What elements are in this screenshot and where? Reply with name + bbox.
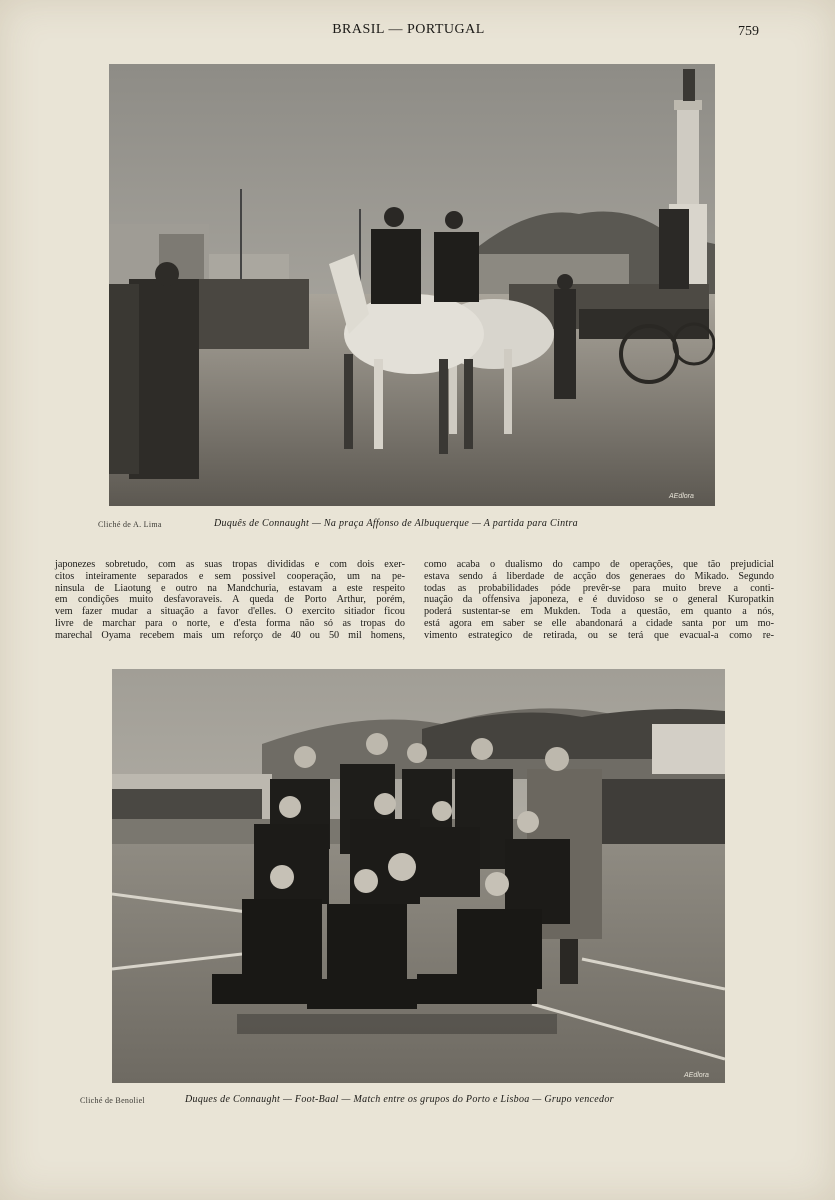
- article-line: nuação da offensiva japoneza, e é duvidoso se o general Kuropatkin: [424, 594, 774, 606]
- article-line: em condições muito desfavoraveis. A queda de Porto Arthur, porém,: [55, 594, 405, 606]
- article-line: japonezes sobretudo, com as suas tropas divididas e com dois exer-: [55, 559, 405, 570]
- running-head: BRASIL — PORTUGAL: [332, 22, 485, 37]
- page-number: 759: [738, 24, 759, 39]
- article-line: como acaba o dualismo do campo de operações, que tão prejudicial: [424, 559, 774, 570]
- photo-top-illustration: [109, 64, 715, 506]
- caption-bottom: Duques de Connaught — Foot-Baal — Match entre os grupos do Porto e Lisboa — Grupo vencedor: [185, 1094, 614, 1105]
- photo-bottom-illustration: [112, 669, 725, 1083]
- photo-praca-albuquerque: [109, 64, 715, 506]
- caption-top: Duquês de Connaught — Na praça Affonso de Albuquerque — A partida para Cintra: [214, 518, 578, 529]
- article-line: poderá sustentar-se em Mukden. Toda a questão, em quanto a nós,: [424, 606, 774, 618]
- engraver-signature-bottom: AEdlora: [684, 1072, 709, 1079]
- article-column-left: [55, 559, 405, 642]
- photo-football-team: [112, 669, 725, 1083]
- article-line: marechal Oyama recebem mais um reforço de 40 ou 50 mil homens,: [55, 629, 405, 641]
- article-line: está agora em saber se elle abandonará a cidade santa por um mo-: [424, 617, 774, 629]
- article-line: vimento estrategico de retirada, ou se terá que evacual-a como re-: [424, 629, 774, 641]
- article-line: estava sendo á liberdade de acção dos generaes do Mikado. Segundo: [424, 570, 774, 582]
- engraver-signature-top: AEdlora: [669, 493, 694, 500]
- article-line: todas as probabilidades póde prevêr-se para muito breve a conti-: [424, 582, 774, 594]
- photo-credit-top: Cliché de A. Lima: [98, 520, 162, 529]
- article-column-right: [424, 559, 774, 642]
- article-line: ninsula de Liaotung e outro na Mandchuria, estavam a este respeito: [55, 582, 405, 594]
- article-line: livre de marchar para o norte, e d'esta forma não só as tropas do: [55, 617, 405, 629]
- article-line: vem fazer mudar a situação a favor d'elles. O exercito sitiador ficou: [55, 606, 405, 618]
- photo-credit-bottom: Cliché de Benoliel: [80, 1096, 145, 1105]
- article-line: citos inteiramente separados e sem possivel cooperação, um na pe-: [55, 570, 405, 582]
